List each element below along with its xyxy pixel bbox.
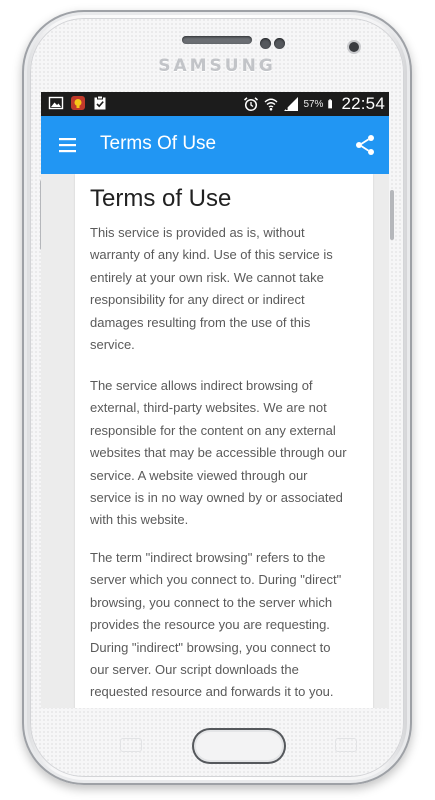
light-sensor	[274, 38, 285, 49]
page-title: Terms of Use	[90, 185, 232, 212]
battery-percent: 57%	[303, 98, 324, 110]
status-clock: 22:54	[341, 94, 385, 113]
power-button	[390, 190, 394, 240]
app-toolbar	[41, 116, 389, 174]
home-button[interactable]	[192, 728, 286, 764]
front-camera	[349, 42, 359, 52]
notification-icons	[48, 95, 108, 111]
brand-logo: SAMSUNG	[158, 56, 276, 76]
app-notification-icon	[70, 95, 86, 111]
wifi-icon	[263, 96, 279, 112]
share-icon[interactable]	[353, 133, 377, 157]
alarm-icon	[243, 96, 259, 112]
clipboard-check-icon	[92, 95, 108, 111]
toolbar-title: Terms Of Use	[100, 133, 217, 154]
system-icons	[243, 92, 385, 116]
phone-screen	[41, 92, 389, 708]
earpiece-speaker	[182, 36, 252, 44]
terms-card	[75, 174, 373, 708]
terms-paragraph: The term "indirect browsing" refers to the server which you connect to. During "direct" browsing, you connect to the server which provides the resource you are requesting. During "indirect" browsing, you connect to our server. Our script downloads the requested resource and forwards it to you.	[90, 550, 342, 700]
recent-apps-key[interactable]	[120, 738, 142, 752]
battery-icon	[327, 96, 337, 112]
terms-paragraph: The service allows indirect browsing of external, third-party websites. We are not responsible for the content on any external websites that may be accessible through our service. A website viewed through our service is in no way owned by or associated with this website.	[90, 378, 347, 528]
scroll-content[interactable]	[41, 174, 389, 708]
hamburger-menu-icon[interactable]	[57, 135, 79, 155]
proximity-sensor	[260, 38, 271, 49]
signal-icon	[283, 96, 299, 112]
image-icon	[48, 95, 64, 111]
status-bar	[41, 92, 389, 116]
back-key[interactable]	[335, 738, 357, 752]
terms-paragraph: This service is provided as is, without warranty of any kind. Use of this service is entirely at your own risk. We cannot take responsibility for any direct or indirect damages resulting from the use of this service.	[90, 225, 333, 353]
